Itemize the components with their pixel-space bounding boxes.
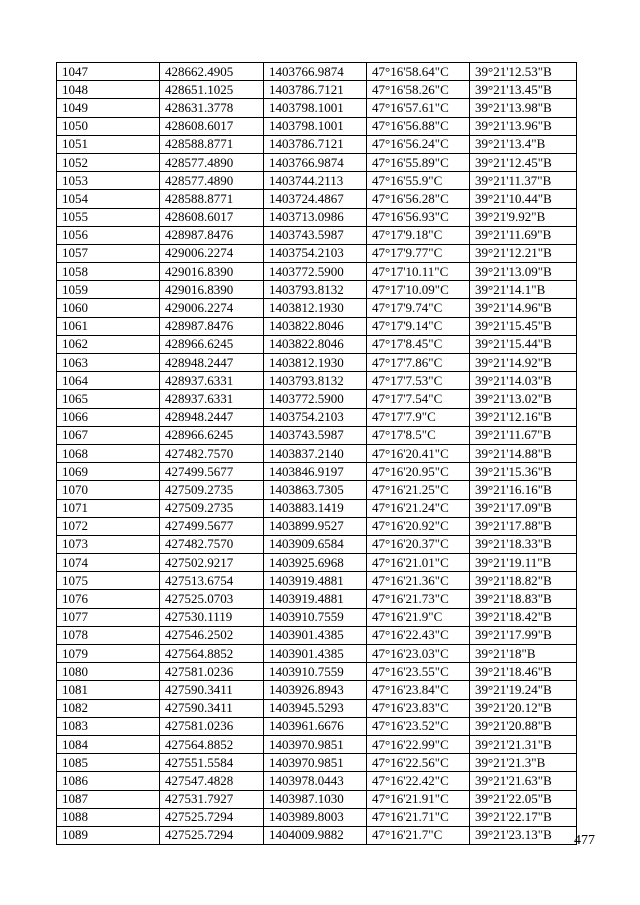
table-row [57, 626, 577, 644]
point-number-cell: 1061 [57, 317, 160, 335]
table-row [57, 153, 577, 171]
table-row [57, 208, 577, 226]
longitude-cell: 39°21'18.82"В [470, 572, 577, 590]
point-number-cell: 1076 [57, 590, 160, 608]
x-coordinate-cell: 427482.7570 [160, 535, 264, 553]
x-coordinate-cell: 429016.8390 [160, 263, 264, 281]
point-number-cell: 1055 [57, 208, 160, 226]
x-coordinate-cell: 428577.4890 [160, 172, 264, 190]
x-coordinate-cell: 428937.6331 [160, 372, 264, 390]
latitude-cell: 47°16'21.24"С [367, 499, 470, 517]
latitude-cell: 47°16'56.88"С [367, 117, 470, 135]
x-coordinate-cell: 427530.1119 [160, 608, 264, 626]
y-coordinate-cell: 1403925.6968 [264, 554, 367, 572]
table-row [57, 772, 577, 790]
y-coordinate-cell: 1403846.9197 [264, 463, 367, 481]
table-row [57, 172, 577, 190]
point-number-cell: 1085 [57, 754, 160, 772]
x-coordinate-cell: 427513.6754 [160, 572, 264, 590]
table-row [57, 244, 577, 262]
latitude-cell: 47°16'21.9"С [367, 608, 470, 626]
point-number-cell: 1049 [57, 99, 160, 117]
latitude-cell: 47°16'20.92"С [367, 517, 470, 535]
point-number-cell: 1080 [57, 663, 160, 681]
y-coordinate-cell: 1403793.8132 [264, 372, 367, 390]
y-coordinate-cell: 1403822.8046 [264, 317, 367, 335]
longitude-cell: 39°21'14.03"В [470, 372, 577, 390]
longitude-cell: 39°21'17.88"В [470, 517, 577, 535]
longitude-cell: 39°21'13.98"В [470, 99, 577, 117]
table-row [57, 81, 577, 99]
longitude-cell: 39°21'11.69"В [470, 226, 577, 244]
table-row [57, 499, 577, 517]
table-row [57, 790, 577, 808]
x-coordinate-cell: 427581.0236 [160, 717, 264, 735]
latitude-cell: 47°16'21.73"С [367, 590, 470, 608]
point-number-cell: 1064 [57, 372, 160, 390]
y-coordinate-cell: 1403793.8132 [264, 281, 367, 299]
longitude-cell: 39°21'12.21"В [470, 244, 577, 262]
longitude-cell: 39°21'13.96"В [470, 117, 577, 135]
x-coordinate-cell: 427531.7927 [160, 790, 264, 808]
longitude-cell: 39°21'15.44"В [470, 335, 577, 353]
latitude-cell: 47°17'9.77"С [367, 244, 470, 262]
x-coordinate-cell: 427509.2735 [160, 481, 264, 499]
longitude-cell: 39°21'17.99"В [470, 626, 577, 644]
point-number-cell: 1084 [57, 735, 160, 753]
point-number-cell: 1070 [57, 481, 160, 499]
y-coordinate-cell: 1403909.6584 [264, 535, 367, 553]
x-coordinate-cell: 427482.7570 [160, 444, 264, 462]
x-coordinate-cell: 428987.8476 [160, 226, 264, 244]
table-row [57, 590, 577, 608]
point-number-cell: 1069 [57, 463, 160, 481]
x-coordinate-cell: 428987.8476 [160, 317, 264, 335]
point-number-cell: 1073 [57, 535, 160, 553]
longitude-cell: 39°21'22.05"В [470, 790, 577, 808]
y-coordinate-cell: 1403772.5900 [264, 390, 367, 408]
x-coordinate-cell: 429016.8390 [160, 281, 264, 299]
table-row [57, 372, 577, 390]
latitude-cell: 47°16'22.43"С [367, 626, 470, 644]
longitude-cell: 39°21'18.33"В [470, 535, 577, 553]
latitude-cell: 47°16'22.99"С [367, 735, 470, 753]
longitude-cell: 39°21'16.16"В [470, 481, 577, 499]
latitude-cell: 47°17'9.74"С [367, 299, 470, 317]
longitude-cell: 39°21'21.3"В [470, 754, 577, 772]
y-coordinate-cell: 1403754.2103 [264, 244, 367, 262]
longitude-cell: 39°21'13.4"В [470, 135, 577, 153]
longitude-cell: 39°21'22.17"В [470, 808, 577, 826]
point-number-cell: 1072 [57, 517, 160, 535]
y-coordinate-cell: 1403744.2113 [264, 172, 367, 190]
longitude-cell: 39°21'13.02"В [470, 390, 577, 408]
latitude-cell: 47°16'58.26"С [367, 81, 470, 99]
table-row [57, 808, 577, 826]
table-row [57, 735, 577, 753]
x-coordinate-cell: 427499.5677 [160, 517, 264, 535]
y-coordinate-cell: 1403713.0986 [264, 208, 367, 226]
point-number-cell: 1065 [57, 390, 160, 408]
latitude-cell: 47°17'7.86"С [367, 354, 470, 372]
y-coordinate-cell: 1403812.1930 [264, 354, 367, 372]
coordinates-table [56, 62, 577, 845]
longitude-cell: 39°21'18.42"В [470, 608, 577, 626]
point-number-cell: 1059 [57, 281, 160, 299]
longitude-cell: 39°21'20.12"В [470, 699, 577, 717]
y-coordinate-cell: 1403798.1001 [264, 117, 367, 135]
x-coordinate-cell: 427499.5677 [160, 463, 264, 481]
x-coordinate-cell: 427547.4828 [160, 772, 264, 790]
longitude-cell: 39°21'19.24"В [470, 681, 577, 699]
latitude-cell: 47°17'7.53"С [367, 372, 470, 390]
latitude-cell: 47°16'56.28"С [367, 190, 470, 208]
longitude-cell: 39°21'21.63"В [470, 772, 577, 790]
table-row [57, 354, 577, 372]
latitude-cell: 47°16'22.42"С [367, 772, 470, 790]
table-row [57, 754, 577, 772]
longitude-cell: 39°21'14.92"В [470, 354, 577, 372]
table-row [57, 63, 577, 81]
table-row [57, 444, 577, 462]
longitude-cell: 39°21'15.36"В [470, 463, 577, 481]
x-coordinate-cell: 427525.7294 [160, 826, 264, 844]
table-row [57, 317, 577, 335]
point-number-cell: 1083 [57, 717, 160, 735]
x-coordinate-cell: 428588.8771 [160, 190, 264, 208]
table-row [57, 826, 577, 844]
latitude-cell: 47°16'56.93"С [367, 208, 470, 226]
x-coordinate-cell: 428948.2447 [160, 408, 264, 426]
y-coordinate-cell: 1403945.5293 [264, 699, 367, 717]
latitude-cell: 47°16'23.83"С [367, 699, 470, 717]
latitude-cell: 47°16'21.7"С [367, 826, 470, 844]
table-row [57, 572, 577, 590]
point-number-cell: 1057 [57, 244, 160, 262]
x-coordinate-cell: 429006.2274 [160, 299, 264, 317]
point-number-cell: 1048 [57, 81, 160, 99]
longitude-cell: 39°21'11.67"В [470, 426, 577, 444]
table-row [57, 281, 577, 299]
x-coordinate-cell: 429006.2274 [160, 244, 264, 262]
coordinates-table-body [57, 63, 577, 845]
longitude-cell: 39°21'14.88"В [470, 444, 577, 462]
latitude-cell: 47°17'10.09"С [367, 281, 470, 299]
point-number-cell: 1058 [57, 263, 160, 281]
longitude-cell: 39°21'21.31"В [470, 735, 577, 753]
longitude-cell: 39°21'14.1"В [470, 281, 577, 299]
latitude-cell: 47°17'8.45"С [367, 335, 470, 353]
y-coordinate-cell: 1403812.1930 [264, 299, 367, 317]
x-coordinate-cell: 427525.0703 [160, 590, 264, 608]
y-coordinate-cell: 1403724.4867 [264, 190, 367, 208]
x-coordinate-cell: 427509.2735 [160, 499, 264, 517]
latitude-cell: 47°16'21.25"С [367, 481, 470, 499]
point-number-cell: 1075 [57, 572, 160, 590]
table-row [57, 390, 577, 408]
point-number-cell: 1088 [57, 808, 160, 826]
latitude-cell: 47°16'21.71"С [367, 808, 470, 826]
table-row [57, 681, 577, 699]
y-coordinate-cell: 1403919.4881 [264, 572, 367, 590]
y-coordinate-cell: 1403978.0443 [264, 772, 367, 790]
longitude-cell: 39°21'18.83"В [470, 590, 577, 608]
longitude-cell: 39°21'12.53"В [470, 63, 577, 81]
longitude-cell: 39°21'14.96"В [470, 299, 577, 317]
latitude-cell: 47°16'55.9"С [367, 172, 470, 190]
longitude-cell: 39°21'18.46"В [470, 663, 577, 681]
latitude-cell: 47°16'57.61"С [367, 99, 470, 117]
x-coordinate-cell: 427590.3411 [160, 681, 264, 699]
latitude-cell: 47°17'8.5"С [367, 426, 470, 444]
point-number-cell: 1086 [57, 772, 160, 790]
y-coordinate-cell: 1403926.8943 [264, 681, 367, 699]
point-number-cell: 1078 [57, 626, 160, 644]
y-coordinate-cell: 1403798.1001 [264, 99, 367, 117]
table-row [57, 663, 577, 681]
y-coordinate-cell: 1403961.6676 [264, 717, 367, 735]
y-coordinate-cell: 1403970.9851 [264, 735, 367, 753]
x-coordinate-cell: 427564.8852 [160, 735, 264, 753]
x-coordinate-cell: 428662.4905 [160, 63, 264, 81]
point-number-cell: 1089 [57, 826, 160, 844]
y-coordinate-cell: 1403919.4881 [264, 590, 367, 608]
table-row [57, 717, 577, 735]
x-coordinate-cell: 427590.3411 [160, 699, 264, 717]
point-number-cell: 1074 [57, 554, 160, 572]
point-number-cell: 1082 [57, 699, 160, 717]
y-coordinate-cell: 1403970.9851 [264, 754, 367, 772]
x-coordinate-cell: 427502.9217 [160, 554, 264, 572]
longitude-cell: 39°21'15.45"В [470, 317, 577, 335]
table-row [57, 117, 577, 135]
y-coordinate-cell: 1403899.9527 [264, 517, 367, 535]
y-coordinate-cell: 1403987.1030 [264, 790, 367, 808]
y-coordinate-cell: 1403754.2103 [264, 408, 367, 426]
latitude-cell: 47°17'9.18"С [367, 226, 470, 244]
y-coordinate-cell: 1403883.1419 [264, 499, 367, 517]
y-coordinate-cell: 1403766.9874 [264, 63, 367, 81]
y-coordinate-cell: 1403863.7305 [264, 481, 367, 499]
y-coordinate-cell: 1403743.5987 [264, 426, 367, 444]
table-row [57, 535, 577, 553]
x-coordinate-cell: 428577.4890 [160, 153, 264, 171]
latitude-cell: 47°16'55.89"С [367, 153, 470, 171]
longitude-cell: 39°21'17.09"В [470, 499, 577, 517]
latitude-cell: 47°16'21.01"С [367, 554, 470, 572]
latitude-cell: 47°17'9.14"С [367, 317, 470, 335]
point-number-cell: 1081 [57, 681, 160, 699]
x-coordinate-cell: 427581.0236 [160, 663, 264, 681]
longitude-cell: 39°21'12.16"В [470, 408, 577, 426]
latitude-cell: 47°16'22.56"С [367, 754, 470, 772]
table-row [57, 226, 577, 244]
point-number-cell: 1053 [57, 172, 160, 190]
point-number-cell: 1056 [57, 226, 160, 244]
table-row [57, 463, 577, 481]
table-row [57, 263, 577, 281]
table-row [57, 299, 577, 317]
latitude-cell: 47°16'20.95"С [367, 463, 470, 481]
table-row [57, 99, 577, 117]
x-coordinate-cell: 427546.2502 [160, 626, 264, 644]
longitude-cell: 39°21'19.11"В [470, 554, 577, 572]
x-coordinate-cell: 428966.6245 [160, 426, 264, 444]
longitude-cell: 39°21'9.92"В [470, 208, 577, 226]
point-number-cell: 1071 [57, 499, 160, 517]
point-number-cell: 1051 [57, 135, 160, 153]
longitude-cell: 39°21'13.09"В [470, 263, 577, 281]
latitude-cell: 47°16'20.41"С [367, 444, 470, 462]
point-number-cell: 1054 [57, 190, 160, 208]
table-row [57, 481, 577, 499]
x-coordinate-cell: 428948.2447 [160, 354, 264, 372]
x-coordinate-cell: 428937.6331 [160, 390, 264, 408]
longitude-cell: 39°21'13.45"В [470, 81, 577, 99]
y-coordinate-cell: 1403786.7121 [264, 135, 367, 153]
table-row [57, 190, 577, 208]
y-coordinate-cell: 1403822.8046 [264, 335, 367, 353]
latitude-cell: 47°17'10.11"С [367, 263, 470, 281]
y-coordinate-cell: 1403772.5900 [264, 263, 367, 281]
latitude-cell: 47°16'23.52"С [367, 717, 470, 735]
table-row [57, 699, 577, 717]
table-row [57, 554, 577, 572]
point-number-cell: 1062 [57, 335, 160, 353]
y-coordinate-cell: 1403901.4385 [264, 645, 367, 663]
x-coordinate-cell: 428651.1025 [160, 81, 264, 99]
point-number-cell: 1079 [57, 645, 160, 663]
x-coordinate-cell: 427525.7294 [160, 808, 264, 826]
latitude-cell: 47°16'21.91"С [367, 790, 470, 808]
latitude-cell: 47°16'58.64"С [367, 63, 470, 81]
point-number-cell: 1077 [57, 608, 160, 626]
latitude-cell: 47°16'23.55"С [367, 663, 470, 681]
y-coordinate-cell: 1403786.7121 [264, 81, 367, 99]
point-number-cell: 1087 [57, 790, 160, 808]
y-coordinate-cell: 1403837.2140 [264, 444, 367, 462]
table-row [57, 135, 577, 153]
point-number-cell: 1063 [57, 354, 160, 372]
longitude-cell: 39°21'20.88"В [470, 717, 577, 735]
point-number-cell: 1050 [57, 117, 160, 135]
table-row [57, 426, 577, 444]
x-coordinate-cell: 428588.8771 [160, 135, 264, 153]
point-number-cell: 1047 [57, 63, 160, 81]
table-row [57, 335, 577, 353]
table-row [57, 408, 577, 426]
point-number-cell: 1060 [57, 299, 160, 317]
y-coordinate-cell: 1403766.9874 [264, 153, 367, 171]
x-coordinate-cell: 428966.6245 [160, 335, 264, 353]
x-coordinate-cell: 428608.6017 [160, 117, 264, 135]
latitude-cell: 47°16'23.84"С [367, 681, 470, 699]
longitude-cell: 39°21'23.13"В [470, 826, 577, 844]
point-number-cell: 1052 [57, 153, 160, 171]
longitude-cell: 39°21'10.44"В [470, 190, 577, 208]
latitude-cell: 47°16'20.37"С [367, 535, 470, 553]
x-coordinate-cell: 427564.8852 [160, 645, 264, 663]
longitude-cell: 39°21'12.45"В [470, 153, 577, 171]
y-coordinate-cell: 1403910.7559 [264, 663, 367, 681]
y-coordinate-cell: 1404009.9882 [264, 826, 367, 844]
latitude-cell: 47°16'21.36"С [367, 572, 470, 590]
latitude-cell: 47°16'56.24"С [367, 135, 470, 153]
point-number-cell: 1067 [57, 426, 160, 444]
table-row [57, 608, 577, 626]
y-coordinate-cell: 1403901.4385 [264, 626, 367, 644]
point-number-cell: 1066 [57, 408, 160, 426]
table-row [57, 645, 577, 663]
page-number: 477 [574, 833, 595, 848]
table-row [57, 517, 577, 535]
y-coordinate-cell: 1403743.5987 [264, 226, 367, 244]
x-coordinate-cell: 427551.5584 [160, 754, 264, 772]
latitude-cell: 47°17'7.9"С [367, 408, 470, 426]
longitude-cell: 39°21'11.37"В [470, 172, 577, 190]
y-coordinate-cell: 1403910.7559 [264, 608, 367, 626]
latitude-cell: 47°17'7.54"С [367, 390, 470, 408]
latitude-cell: 47°16'23.03"С [367, 645, 470, 663]
point-number-cell: 1068 [57, 444, 160, 462]
longitude-cell: 39°21'18"В [470, 645, 577, 663]
x-coordinate-cell: 428631.3778 [160, 99, 264, 117]
y-coordinate-cell: 1403989.8003 [264, 808, 367, 826]
x-coordinate-cell: 428608.6017 [160, 208, 264, 226]
